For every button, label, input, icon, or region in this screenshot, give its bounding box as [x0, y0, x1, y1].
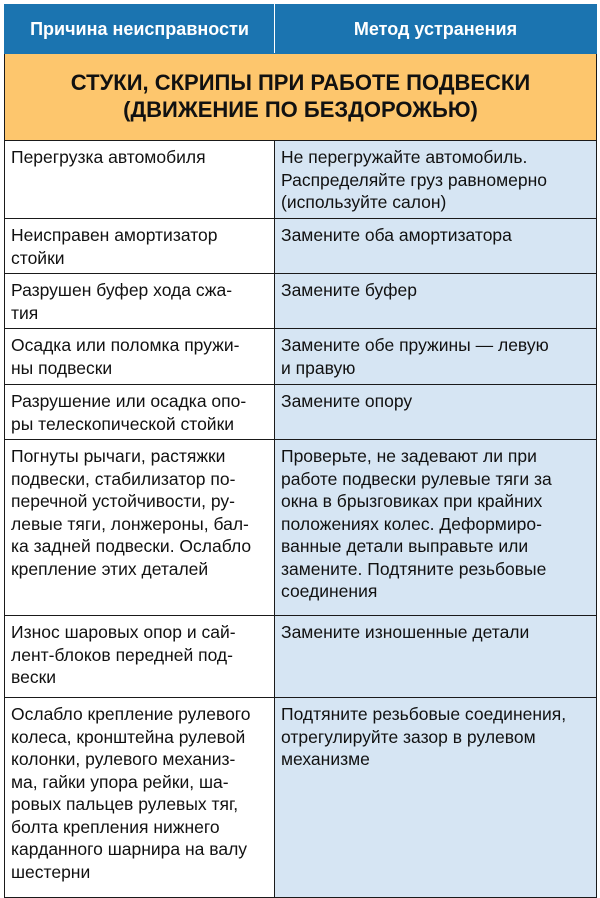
table-row: [5, 440, 597, 616]
cause-text-line: Разрушение или осадка опо-: [11, 391, 247, 411]
table-body: [5, 141, 597, 898]
remedy-text-line: замените. Подтяните резьбовые: [281, 558, 547, 579]
cause-text-line: ровых пальцев рулевых тяг,: [11, 794, 239, 814]
cause-cell: [5, 698, 275, 898]
cause-text-line: колеса, кронштейна рулевой: [11, 726, 246, 747]
cause-text-line: ры телескопической стойки: [11, 413, 235, 434]
cause-text-line: стойки: [11, 247, 65, 268]
remedy-text-line: окна в брызговиках при крайних: [281, 491, 543, 511]
header-row: [5, 5, 597, 54]
remedy-text-line: положениях колес. Деформиро-: [281, 513, 542, 534]
cause-text-line: тия: [11, 302, 39, 323]
remedy-text-line: Распределяйте груз равномерно: [281, 169, 547, 190]
remedy-text-line: Подтяните резьбовые соединения,: [281, 704, 567, 724]
cause-text-line: карданного шарнира на валу: [11, 839, 248, 859]
cause-text-line: Осадка или поломка пружи-: [11, 335, 240, 355]
remedy-cell: [275, 698, 597, 898]
cause-text-line: ма, гайки упора рейки, ша-: [11, 771, 229, 792]
section-title-line-2: (ДВИЖЕНИЕ ПО БЕЗДОРОЖЬЮ): [123, 97, 478, 122]
cause-text-line: Перегрузка автомобиля: [11, 147, 206, 167]
cause-text-line: ка задней подвески. Ослабло: [11, 536, 252, 556]
cause-text-line: ны подвески: [11, 357, 113, 378]
remedy-cell: [275, 616, 597, 698]
remedy-text-line: Замените буфер: [281, 280, 417, 300]
table-row: [5, 616, 597, 698]
cause-text-line: крепление этих деталей: [11, 558, 209, 579]
cause-text-line: Неисправен амортизатор: [11, 225, 218, 245]
cause-text-line: подвески, стабилизатор по-: [11, 468, 236, 489]
cause-cell: [5, 616, 275, 698]
cause-cell: [5, 274, 275, 329]
cause-text-line: перечной устойчивости, ру-: [11, 491, 235, 511]
remedy-text-line: Замените оба амортизатора: [281, 225, 512, 245]
cause-text-line: левые тяги, лонжероны, бал-: [11, 513, 249, 534]
remedy-text-line: работе подвески рулевые тяги за: [281, 468, 552, 489]
remedy-text-line: ванные детали выправьте или: [281, 536, 529, 556]
cause-text-line: колонки, рулевого механиз-: [11, 749, 236, 769]
remedy-cell: [275, 219, 597, 274]
remedy-text-line: отрегулируйте зазор в рулевом: [281, 726, 536, 747]
remedy-cell: [275, 274, 597, 329]
remedy-text-line: Не перегружайте автомобиль.: [281, 147, 528, 167]
cause-text-line: лент-блоков передней под-: [11, 644, 233, 665]
remedy-text-line: соединения: [281, 581, 378, 601]
remedy-cell: [275, 385, 597, 440]
remedy-text-line: (используйте салон): [281, 192, 447, 212]
cause-text-line: Погнуты рычаги, растяжки: [11, 446, 226, 466]
table-row: [5, 274, 597, 329]
fault-table: [4, 4, 597, 898]
remedy-text-line: Замените опору: [281, 391, 413, 411]
remedy-text-line: Проверьте, не задевают ли при: [281, 446, 537, 466]
cause-cell: [5, 385, 275, 440]
section-title: [5, 54, 597, 141]
remedy-cell: [275, 329, 597, 385]
cause-cell: [5, 440, 275, 616]
header-cause: Причина неисправности: [5, 5, 275, 54]
table-row: [5, 329, 597, 385]
remedy-text-line: Замените изношенные детали: [281, 622, 530, 642]
header-remedy: Метод устранения: [275, 5, 597, 54]
remedy-text-line: Замените обе пружины — левую: [281, 335, 549, 355]
cause-text-line: шестерни: [11, 861, 91, 882]
section-title-line-1: СТУКИ, СКРИПЫ ПРИ РАБОТЕ ПОДВЕСКИ: [70, 70, 531, 95]
cause-text-line: Ослабло крепление рулевого: [11, 704, 251, 724]
remedy-cell: [275, 141, 597, 219]
remedy-text-line: механизме: [281, 749, 370, 769]
cause-cell: [5, 141, 275, 219]
cause-cell: [5, 219, 275, 274]
table-row: [5, 698, 597, 898]
remedy-text-line: и правую: [281, 357, 356, 378]
table-row: [5, 385, 597, 440]
table-row: [5, 219, 597, 274]
cause-text-line: болта крепления нижнего: [11, 816, 220, 837]
section-row: [5, 54, 597, 141]
cause-text-line: Разрушен буфер хода сжа-: [11, 280, 233, 300]
cause-cell: [5, 329, 275, 385]
cause-text-line: Износ шаровых опор и сай-: [11, 622, 236, 642]
cause-text-line: вески: [11, 667, 57, 687]
remedy-cell: [275, 440, 597, 616]
table-row: [5, 141, 597, 219]
